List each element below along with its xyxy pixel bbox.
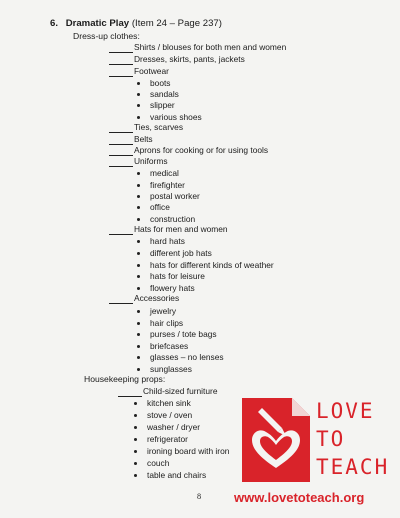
bullet-icon (137, 368, 140, 371)
checklist-item: Uniforms (109, 156, 168, 167)
list-item: boots (150, 78, 171, 89)
section-number: 6. (50, 18, 59, 29)
section-reference: (Item 24 – Page 237) (131, 18, 222, 29)
blank-line[interactable] (109, 55, 133, 65)
logo-word-to: TO (316, 427, 346, 451)
list-item: glasses – no lenses (150, 352, 224, 363)
list-item: briefcases (150, 341, 188, 352)
checklist-item: Accessories (109, 293, 179, 304)
list-item: couch (147, 458, 169, 469)
list-item: washer / dryer (147, 422, 200, 433)
bullet-icon (134, 438, 137, 441)
bullet-icon (137, 195, 140, 198)
housekeeping-label: Housekeeping props: (84, 374, 166, 384)
bullet-icon (137, 322, 140, 325)
bullet-icon (137, 104, 140, 107)
bullet-icon (134, 402, 137, 405)
bullet-icon (137, 218, 140, 221)
list-item: hair clips (150, 318, 183, 329)
blank-line[interactable] (109, 146, 133, 156)
section-title: Dramatic Play (65, 18, 130, 29)
list-item: office (150, 202, 170, 213)
bullet-icon (134, 426, 137, 429)
bullet-icon (137, 93, 140, 96)
logo-word-teach: TEACH (316, 455, 390, 479)
dress-up-label: Dress-up clothes: (73, 31, 140, 41)
list-item: medical (150, 168, 179, 179)
logo-url: www.lovetoteach.org (234, 490, 365, 505)
bullet-icon (137, 184, 140, 187)
bullet-icon (134, 414, 137, 417)
list-item: kitchen sink (147, 398, 191, 409)
list-item: hats for leisure (150, 271, 205, 282)
list-item: sunglasses (150, 364, 192, 375)
logo-word-love: LOVE (316, 399, 375, 423)
list-item: firefighter (150, 180, 185, 191)
blank-line[interactable] (109, 135, 133, 145)
checklist-item: Aprons for cooking or for using tools (109, 145, 268, 156)
blank-line[interactable] (109, 123, 133, 133)
list-item: hard hats (150, 236, 185, 247)
list-item: sandals (150, 89, 179, 100)
list-item: construction (150, 214, 195, 225)
bullet-icon (137, 333, 140, 336)
bullet-icon (137, 287, 140, 290)
list-item: jewelry (150, 306, 176, 317)
pen-heart-document-icon (236, 394, 316, 486)
bullet-icon (137, 345, 140, 348)
blank-line[interactable] (109, 67, 133, 77)
checklist-item: Dresses, skirts, pants, jackets (109, 54, 245, 65)
checklist-item: Footwear (109, 66, 169, 77)
bullet-icon (134, 474, 137, 477)
page-number: 8 (197, 492, 202, 501)
list-item: slipper (150, 100, 175, 111)
bullet-icon (137, 310, 140, 313)
list-item: hats for different kinds of weather (150, 260, 274, 271)
list-item: various shoes (150, 112, 202, 123)
list-item: postal worker (150, 191, 200, 202)
list-item: different job hats (150, 248, 212, 259)
blank-line[interactable] (109, 43, 133, 53)
bullet-icon (137, 264, 140, 267)
bullet-icon (137, 240, 140, 243)
bullet-icon (137, 252, 140, 255)
bullet-icon (134, 462, 137, 465)
list-item: flowery hats (150, 283, 195, 294)
checklist-item: Belts (109, 134, 153, 145)
checklist-item: Hats for men and women (109, 224, 228, 235)
checklist-item: Ties, scarves (109, 122, 183, 133)
blank-line[interactable] (118, 387, 142, 397)
bullet-icon (134, 450, 137, 453)
list-item: stove / oven (147, 410, 192, 421)
blank-line[interactable] (109, 225, 133, 235)
bullet-icon (137, 172, 140, 175)
bullet-icon (137, 82, 140, 85)
checklist-item: Shirts / blouses for both men and women (109, 42, 286, 53)
list-item: ironing board with iron (147, 446, 229, 457)
list-item: table and chairs (147, 470, 206, 481)
checklist-item: Child-sized furniture (118, 386, 217, 397)
blank-line[interactable] (109, 294, 133, 304)
section-heading (50, 18, 222, 30)
list-item: purses / tote bags (150, 329, 217, 340)
bullet-icon (137, 116, 140, 119)
bullet-icon (137, 275, 140, 278)
bullet-icon (137, 206, 140, 209)
bullet-icon (137, 356, 140, 359)
list-item: refrigerator (147, 434, 188, 445)
blank-line[interactable] (109, 157, 133, 167)
